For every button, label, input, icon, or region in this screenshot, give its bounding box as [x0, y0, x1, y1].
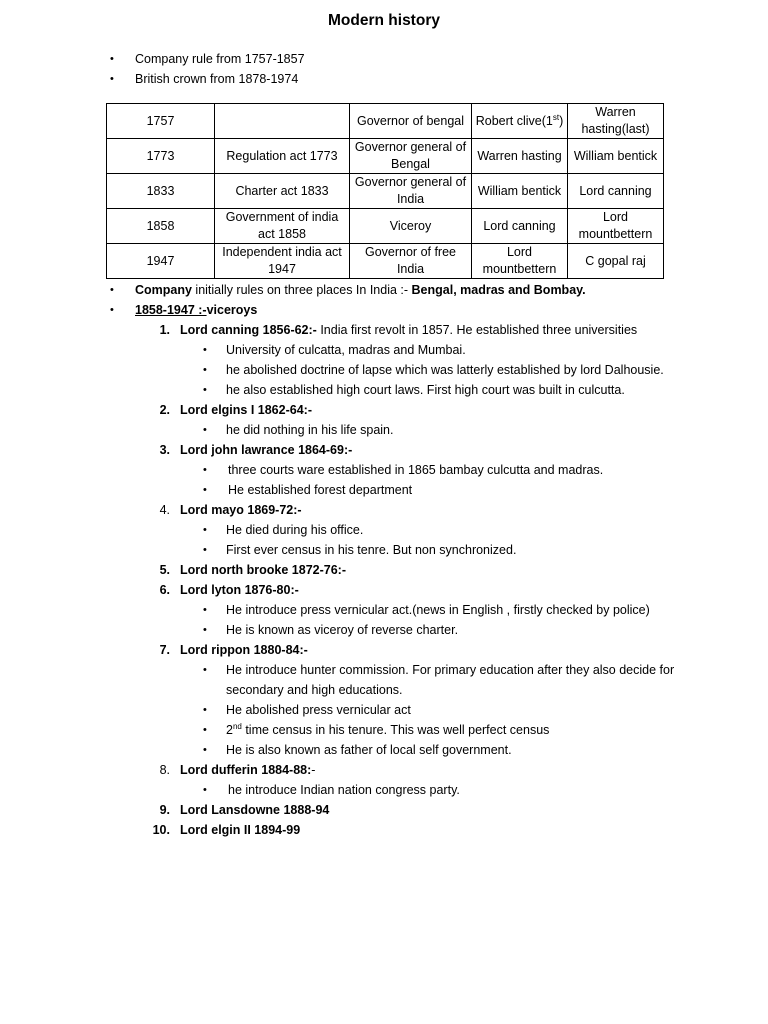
- point-text: 2: [226, 723, 233, 737]
- table-cell: Lord canning: [472, 209, 568, 244]
- bullet-icon: •: [203, 344, 207, 356]
- viceroy-point: [110, 600, 760, 620]
- table-cell: Viceroy: [350, 209, 472, 244]
- bullet-icon: •: [203, 784, 207, 796]
- bullet-icon: •: [203, 624, 207, 636]
- list-item: [110, 49, 305, 69]
- table-cell: 1947: [107, 244, 215, 279]
- page-title: Modern history: [328, 12, 440, 29]
- viceroy-item: [110, 760, 760, 780]
- viceroy-point: [110, 460, 760, 480]
- table-row: [107, 139, 664, 174]
- viceroy-item: [110, 400, 760, 420]
- table-cell: Government of india act 1858: [215, 209, 350, 244]
- bullet-icon: •: [110, 53, 114, 65]
- viceroy-point: [110, 660, 686, 700]
- table-cell: Lord mountbettern: [472, 244, 568, 279]
- viceroy-point: [110, 700, 760, 720]
- viceroy-point: [110, 540, 760, 560]
- point-text: He abolished press vernicular act: [226, 703, 411, 717]
- viceroy-name: Lord john lawrance 1864-69:-: [180, 443, 353, 457]
- table-cell: [215, 104, 350, 139]
- viceroy-name: Lord north brooke 1872-76:-: [180, 563, 346, 577]
- viceroy-point: [110, 780, 760, 800]
- point-text: First ever census in his tenre. But non synchronized.: [226, 543, 517, 557]
- bullet-icon: •: [203, 604, 207, 616]
- point-text: he did nothing in his life spain.: [226, 423, 394, 437]
- viceroy-point: [110, 420, 760, 440]
- viceroy-point: [110, 340, 760, 360]
- bullet-icon: •: [203, 704, 207, 716]
- company-label: Company: [135, 283, 192, 297]
- company-item: [110, 280, 760, 300]
- viceroy-item: [110, 560, 760, 580]
- point-text: He established forest department: [228, 483, 413, 497]
- table-row: [107, 104, 664, 139]
- viceroy-point: [110, 720, 760, 740]
- viceroy-name: Lord canning 1856-62:-: [180, 323, 317, 337]
- bullet-icon: •: [203, 384, 207, 396]
- viceroy-item: [110, 500, 760, 520]
- table-cell: Governor of free India: [350, 244, 472, 279]
- viceroy-point: [110, 380, 760, 400]
- list-item: [110, 69, 305, 89]
- table-cell: Governor general of India: [350, 174, 472, 209]
- viceroys-heading: [110, 300, 760, 320]
- list-item-text: Company rule from 1757-1857: [135, 52, 305, 66]
- viceroy-text: India first revolt in 1857. He established three universities: [316, 323, 638, 337]
- company-text: initially rules on three places In India :-: [191, 283, 412, 297]
- viceroy-outline: [110, 280, 760, 840]
- table-cell: C gopal raj: [568, 244, 664, 279]
- viceroy-point: [110, 620, 760, 640]
- viceroy-point: [110, 360, 760, 380]
- viceroy-item: [110, 320, 760, 340]
- table-cell: Lord mountbettern: [568, 209, 664, 244]
- viceroy-item: [110, 640, 760, 660]
- table-cell: 1833: [107, 174, 215, 209]
- bullet-icon: •: [203, 484, 207, 496]
- table-cell: Regulation act 1773: [215, 139, 350, 174]
- bullet-icon: •: [110, 73, 114, 85]
- table-cell: Robert clive(1st): [472, 104, 568, 139]
- viceroy-number: 3.: [159, 443, 170, 457]
- bullet-icon: •: [203, 544, 207, 556]
- table-cell: Lord canning: [568, 174, 664, 209]
- viceroy-number: 6.: [159, 583, 170, 597]
- viceroys-label: viceroys: [206, 303, 258, 317]
- point-text: He introduce hunter commission. For primary education after they also decide for secondary and high educations.: [226, 663, 675, 697]
- viceroy-name: Lord elgins I 1862-64:-: [180, 403, 312, 417]
- table-cell: Warren hasting(last): [568, 104, 664, 139]
- viceroy-name: Lord elgin II 1894-99: [180, 823, 301, 837]
- bullet-icon: •: [203, 664, 207, 676]
- table-cell: 1773: [107, 139, 215, 174]
- table-row: [107, 174, 664, 209]
- viceroy-item: [110, 580, 760, 600]
- bullet-icon: •: [203, 524, 207, 536]
- viceroy-number: 5.: [159, 563, 170, 577]
- point-text: he abolished doctrine of lapse which was latterly established by lord Dalhousie.: [226, 363, 664, 377]
- viceroy-point: [110, 740, 760, 760]
- viceroy-item: [110, 440, 760, 460]
- point-text: He is known as viceroy of reverse charter.: [226, 623, 459, 637]
- table-cell: Warren hasting: [472, 139, 568, 174]
- viceroy-point: [110, 520, 760, 540]
- viceroy-name: Lord dufferin 1884-88:: [180, 763, 312, 777]
- point-text: three courts ware established in 1865 bambay culcutta and madras.: [228, 463, 604, 477]
- table-cell: William bentick: [568, 139, 664, 174]
- viceroy-number: 9.: [159, 803, 170, 817]
- table-cell: 1858: [107, 209, 215, 244]
- bullet-icon: •: [110, 304, 114, 316]
- point-text: he introduce Indian nation congress party.: [228, 783, 460, 797]
- table-cell: Independent india act 1947: [215, 244, 350, 279]
- table-cell: 1757: [107, 104, 215, 139]
- point-text: He died during his office.: [226, 523, 364, 537]
- table-row: [107, 244, 664, 279]
- viceroy-text: -: [311, 763, 316, 777]
- bullet-icon: •: [203, 724, 207, 736]
- viceroy-number: 2.: [159, 403, 170, 417]
- bullet-icon: •: [203, 424, 207, 436]
- viceroy-number: 8.: [159, 763, 170, 777]
- point-text: He is also known as father of local self government.: [226, 743, 512, 757]
- viceroy-number: 7.: [159, 643, 170, 657]
- table-cell: William bentick: [472, 174, 568, 209]
- history-table: [106, 103, 664, 279]
- viceroy-name: Lord rippon 1880-84:-: [180, 643, 308, 657]
- viceroy-item: [110, 800, 760, 820]
- point-text: he also established high court laws. First high court was built in culcutta.: [226, 383, 625, 397]
- intro-bullet-list: [110, 49, 305, 89]
- bullet-icon: •: [110, 284, 114, 296]
- table-cell: Charter act 1833: [215, 174, 350, 209]
- viceroy-number: 10.: [152, 823, 170, 837]
- table-row: [107, 209, 664, 244]
- list-item-text: British crown from 1878-1974: [135, 72, 299, 86]
- table-cell: Governor general of Bengal: [350, 139, 472, 174]
- point-superscript: nd: [232, 721, 242, 731]
- point-text: He introduce press vernicular act.(news in English , firstly checked by police): [226, 603, 650, 617]
- viceroy-number: 4.: [159, 503, 170, 517]
- viceroy-item: [110, 820, 760, 840]
- bullet-icon: •: [203, 464, 207, 476]
- viceroy-name: Lord lyton 1876-80:-: [180, 583, 299, 597]
- bullet-icon: •: [203, 364, 207, 376]
- viceroy-name: Lord mayo 1869-72:-: [180, 503, 302, 517]
- viceroy-number: 1.: [159, 323, 170, 337]
- point-text: University of culcatta, madras and Mumbai.: [226, 343, 466, 357]
- company-places: Bengal, madras and Bombay.: [411, 283, 586, 297]
- table-cell: Governor of bengal: [350, 104, 472, 139]
- viceroy-name: Lord Lansdowne 1888-94: [180, 803, 330, 817]
- viceroy-point: [110, 480, 760, 500]
- point-text: time census in his tenure. This was well perfect census: [241, 723, 550, 737]
- viceroys-period: 1858-1947 :-: [135, 303, 207, 317]
- bullet-icon: •: [203, 744, 207, 756]
